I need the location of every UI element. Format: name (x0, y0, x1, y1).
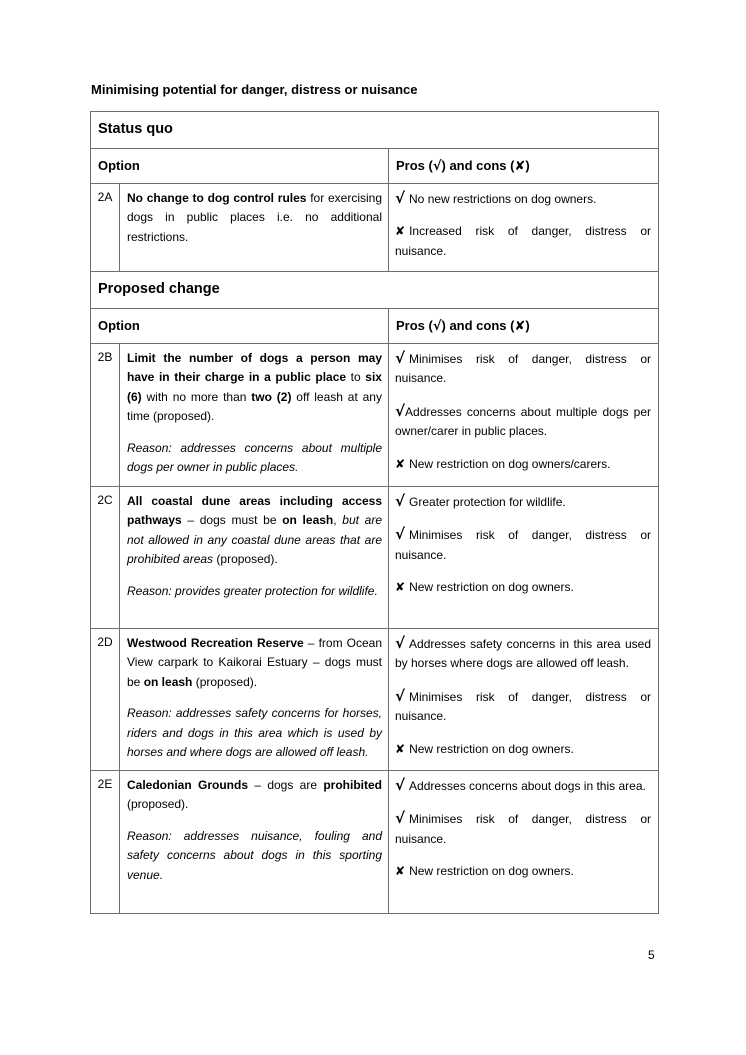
desc-italic: but are not allowed in any coastal dune areas that are prohibited areas (127, 513, 382, 567)
reason-text: Reason: addresses concerns about multiple dogs per owner in public places. (127, 440, 382, 475)
reason-text: Reason: addresses nuisance, fouling and safety concerns about dogs in this sporting venue. (127, 828, 382, 882)
desc-bold: Caledonian Grounds (127, 778, 248, 792)
table-row-2d (91, 629, 659, 771)
column-header-option: Option (91, 309, 389, 344)
option-description (120, 487, 389, 629)
table-row-2a (91, 184, 659, 272)
option-id: 2A (91, 184, 120, 272)
desc-text: , (333, 513, 343, 528)
section-title-proposed-change: Proposed change (91, 272, 659, 309)
tick-icon: √ (395, 492, 406, 510)
con-item: New restriction on dog owners. (409, 741, 574, 756)
pro-item: Minimises risk of danger, distress or nuisance. (395, 812, 652, 846)
cross-icon: ✘ (395, 456, 406, 471)
pros-cons-cell (389, 629, 659, 771)
pro-item: Minimises risk of danger, distress or nuisance. (395, 352, 652, 386)
desc-bold: Westwood Recreation Reserve (127, 636, 304, 650)
pros-cons-cell (389, 184, 659, 272)
pro-item: Greater protection for wildlife. (409, 495, 566, 509)
reason-text: Reason: provides greater protection for wildlife. (127, 583, 378, 598)
option-description (120, 184, 389, 272)
tick-icon: √ (395, 776, 406, 794)
cross-icon: ✘ (514, 158, 526, 174)
section-title-status-quo: Status quo (91, 112, 659, 149)
section-row-proposed-change (91, 272, 659, 309)
option-id: 2E (91, 771, 120, 914)
column-header-pros-cons (389, 309, 659, 344)
tick-icon: √ (395, 809, 406, 828)
table-row-2c (91, 487, 659, 629)
document-heading: Minimising potential for danger, distress or nuisance (91, 82, 418, 97)
desc-text: off leash at any time (proposed). (127, 389, 382, 424)
table-row-2e (91, 771, 659, 914)
desc-text: – dogs are (248, 778, 324, 792)
column-header-pros-cons (389, 149, 659, 184)
pros-cons-cell (389, 771, 659, 914)
pro-item: No new restrictions on dog owners. (409, 192, 597, 206)
desc-text: (proposed). (127, 797, 189, 812)
con-item: New restriction on dog owners. (409, 580, 574, 595)
con-item: Increased risk of danger, distress or nuisance. (395, 224, 652, 258)
cross-icon: ✘ (395, 580, 406, 595)
desc-text: (proposed). (192, 674, 258, 689)
tick-icon: √ (395, 189, 406, 207)
pro-item: Addresses safety concerns in this area used by horses where dogs are allowed off leash. (395, 637, 652, 671)
column-header-option: Option (91, 149, 389, 184)
pro-item: Addresses concerns about dogs in this area. (409, 779, 646, 793)
option-description (120, 344, 389, 487)
header-row (91, 149, 659, 184)
cross-icon: ✘ (395, 864, 406, 879)
header-text: ) and cons ( (441, 157, 515, 173)
section-row-status-quo (91, 112, 659, 149)
tick-icon: √ (432, 318, 442, 334)
desc-text: for exercising dogs in public places i.e. no additional restrictions. (127, 191, 382, 244)
reason-text: Reason: addresses safety concerns for horses, riders and dogs in this area which is used by horses and where dogs are allowed off leash. (127, 706, 382, 760)
option-description (120, 629, 389, 771)
cross-icon: ✘ (395, 741, 406, 756)
header-text: Pros ( (396, 157, 433, 173)
desc-bold: All coastal dune areas including access pathways (127, 494, 382, 528)
cross-icon: ✘ (395, 224, 406, 239)
desc-text: with no more than (141, 389, 252, 404)
tick-icon: √ (395, 349, 406, 367)
header-text: ) and cons ( (441, 317, 515, 333)
desc-text: (proposed). (213, 552, 278, 567)
header-text: ) (525, 317, 530, 333)
tick-icon: √ (395, 634, 406, 652)
page-number: 5 (648, 948, 655, 962)
tick-icon: √ (395, 401, 406, 420)
pros-cons-cell (389, 344, 659, 487)
desc-text: – dogs must be (181, 513, 283, 528)
option-description (120, 771, 389, 914)
pro-item: Minimises risk of danger, distress or nuisance. (395, 528, 652, 562)
pro-item: Minimises risk of danger, distress or nuisance. (395, 689, 652, 724)
desc-text: to (346, 370, 366, 385)
option-id: 2C (91, 487, 120, 629)
desc-text: – from Ocean View carpark to Kaikorai Estuary – dogs must be (127, 636, 383, 689)
desc-bold: prohibited (323, 778, 382, 792)
header-row (91, 309, 659, 344)
con-item: New restriction on dog owners/carers. (409, 456, 611, 471)
options-table (90, 111, 659, 914)
desc-bold: two (2) (251, 389, 292, 404)
header-text: Pros ( (396, 317, 433, 333)
option-id: 2B (91, 344, 120, 487)
desc-bold: on leash (143, 674, 193, 689)
desc-bold: on leash (282, 513, 334, 528)
pro-item: Addresses concerns about multiple dogs per owner/carer in public places. (395, 404, 652, 439)
desc-bold: six (6) (127, 370, 382, 404)
header-text: ) (525, 157, 530, 173)
con-item: New restriction on dog owners. (409, 864, 574, 879)
tick-icon: √ (395, 525, 406, 544)
pros-cons-cell (389, 487, 659, 629)
tick-icon: √ (395, 686, 406, 705)
tick-icon: √ (432, 158, 442, 174)
option-id: 2D (91, 629, 120, 771)
desc-bold: Limit the number of dogs a person may have in their charge in a public place (127, 351, 382, 385)
table-row-2b (91, 344, 659, 487)
cross-icon: ✘ (514, 318, 526, 334)
desc-bold: No change to dog control rules (127, 191, 307, 205)
